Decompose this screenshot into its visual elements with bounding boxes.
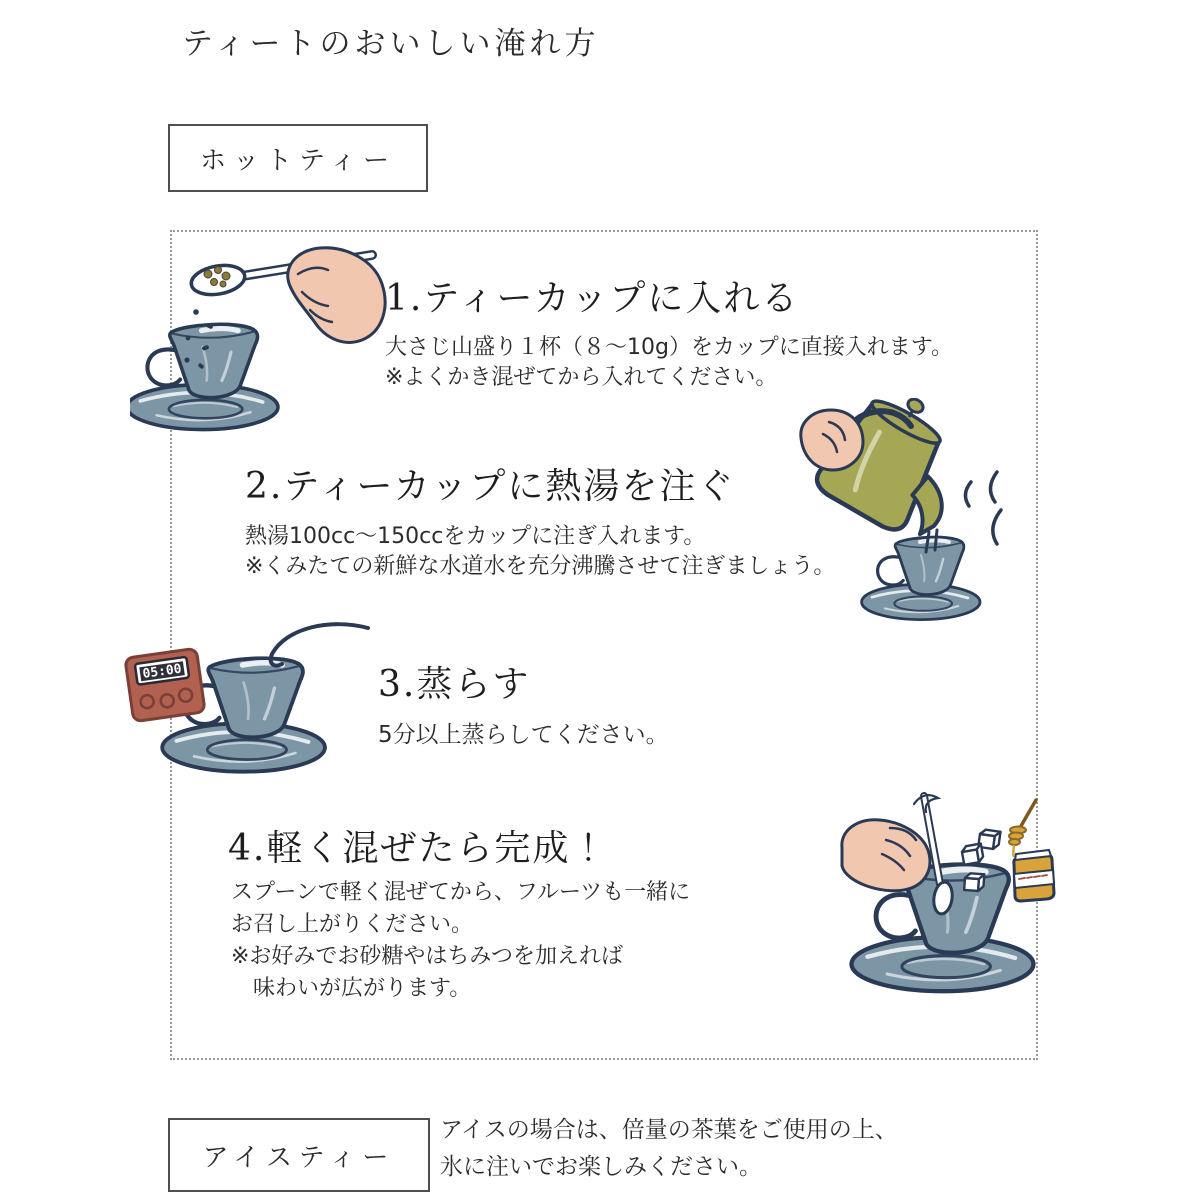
kitchen-timer-icon: [125, 648, 205, 721]
step4-illustration-stirring-icon: [828, 782, 1063, 1012]
step3-body: 5分以上蒸らしてください。: [378, 722, 669, 748]
honey-dipper-icon: [1009, 800, 1036, 856]
iced-tea-line2: 氷に注いでお楽しみください。: [440, 1154, 762, 1180]
step4-note-line1: ※お好みでお砂糖やはちみつを加えれば: [231, 944, 623, 969]
step4-body-line1: スプーンで軽く混ぜてから、フルーツも一緒に: [231, 880, 691, 905]
hand-icon: [842, 820, 930, 891]
page-title: ティートのおいしい淹れ方: [182, 26, 600, 62]
timer-display: 05:00: [141, 661, 183, 682]
steam-icon: [965, 472, 1001, 544]
hot-tea-label-box: [168, 124, 428, 192]
step2-heading: 2.ティーカップに熱湯を注ぐ: [245, 466, 736, 507]
hot-tea-label: ホットティー: [200, 145, 396, 176]
hand-icon: [801, 410, 863, 470]
hand-icon: [288, 248, 385, 343]
iced-tea-label: アイスティー: [202, 1142, 396, 1173]
step4-body-line2: お召し上がりください。: [231, 912, 474, 937]
step2-note: ※くみたての新鮮な水道水を充分沸騰させて注ぎましょう。: [245, 554, 836, 579]
step4-heading: 4.軽く混ぜたら完成！: [228, 828, 609, 869]
step3-illustration-timer-and-cup-icon: [110, 612, 392, 797]
step1-body: 大さじ山盛り１杯（８～10g）をカップに直接入れます。: [385, 335, 953, 360]
step1-heading: 1.ティーカップに入れる: [385, 278, 800, 319]
step1-note: ※よくかき混ぜてから入れてください。: [385, 365, 778, 390]
step2-body: 熱湯100cc～150ccをカップに注ぎ入れます。: [245, 524, 706, 549]
iced-tea-line1: アイスの場合は、倍量の茶葉をご使用の上、: [440, 1117, 898, 1143]
step4-note-line2: 味わいが広がります。: [231, 976, 472, 1001]
honey-jar-icon: [1014, 850, 1054, 901]
step3-heading: 3.蒸らす: [378, 664, 531, 705]
step2-illustration-kettle-pouring-icon: [795, 398, 1040, 633]
iced-tea-label-box: [168, 1118, 430, 1192]
step1-illustration-hand-sprinkling-tea-icon: [130, 240, 390, 445]
